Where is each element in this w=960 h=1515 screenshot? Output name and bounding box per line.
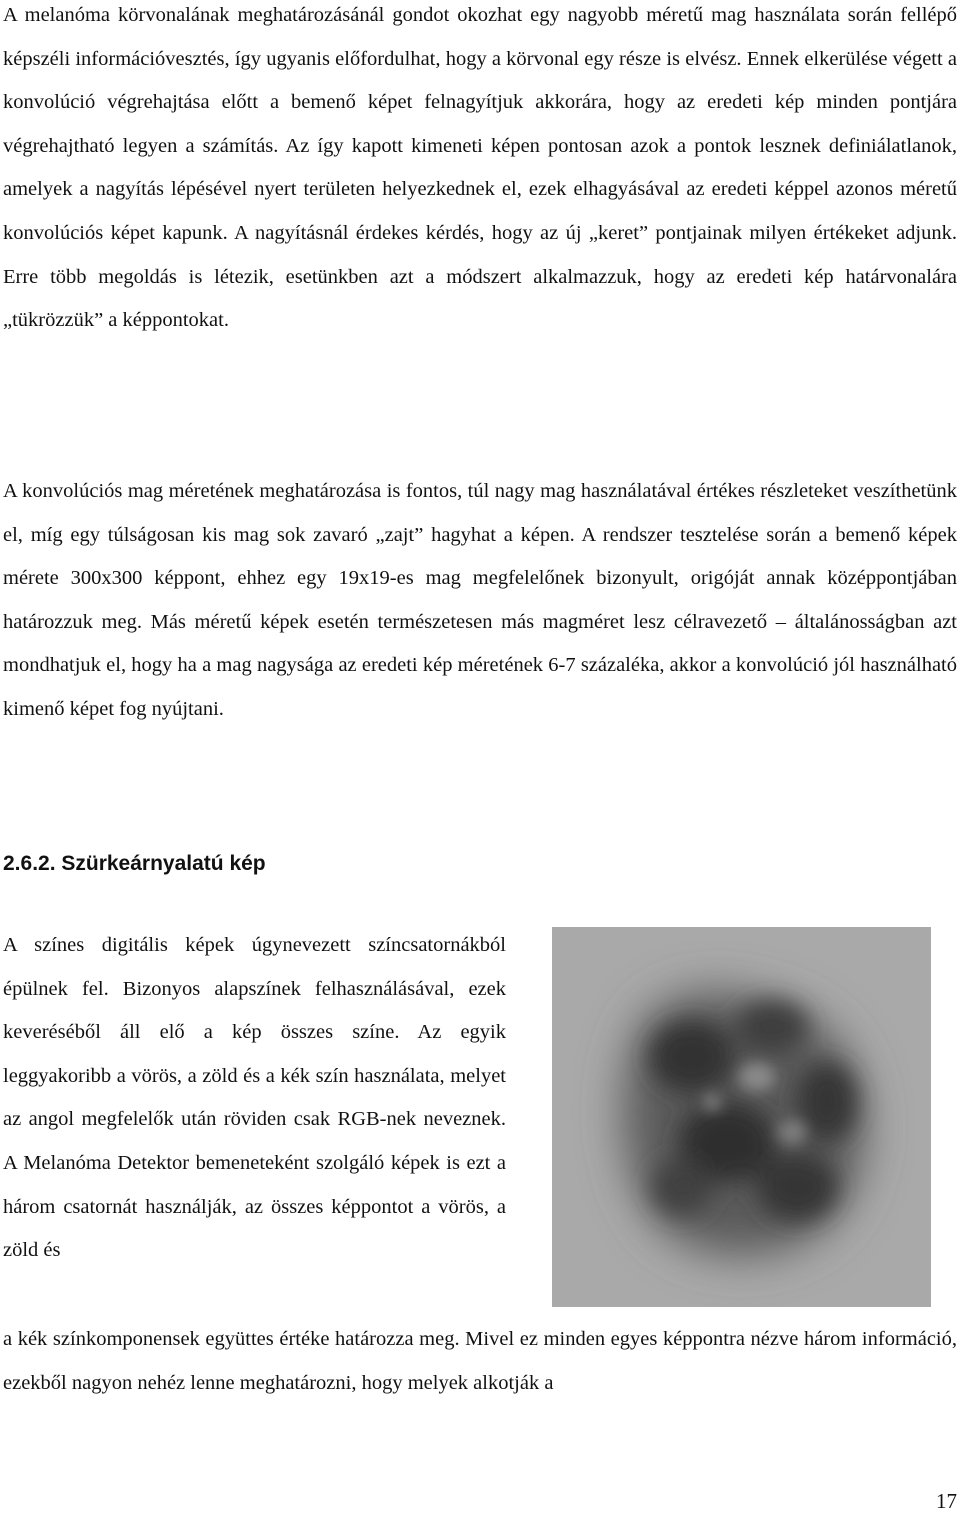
lesion-svg xyxy=(552,927,931,1307)
section-heading: 2.6.2. Szürkeárnyalatú kép xyxy=(3,852,266,875)
paragraph-kernel-edge: A melanóma körvonalának meghatározásánál gondot okozhat egy nagyobb méretű mag használata során fellépő képszéli információvesztés, így ugyanis előfordulhat, hogy a körvonal egy része is elvész. Ennek elkerülése végett a konvolúció végrehajtása előtt a bemenő képet felnagyítjuk akkorára, hogy az eredeti kép minden pontjára végrehajtható legyen a számítás. Az így kapott kimeneti képen pontosan azok a pontok lesznek definiálatlanok, amelyek a nagyítás lépésével nyert területen helyezkednek el, ezek elhagyásával az eredeti képpel azonos méretű konvolúciós képet kapunk. A nagyításnál érdekes kérdés, hogy az új „keret” pontjainak milyen értékeket adjunk. Erre több megoldás is létezik, esetünkben azt a módszert alkalmazzuk, hogy az eredeti kép határvonalára „tükrözzük” a képpontokat. xyxy=(3,4,957,332)
blurred-lesion-image xyxy=(552,927,931,1307)
paragraph-rgb-continued: a kék színkomponensek együttes értéke határozza meg. Mivel ez minden egyes képpontra nézve három információ, ezekből nagyon nehéz lenne meghatározni, hogy melyek alkotják a xyxy=(3,1328,957,1394)
paragraph-grayscale-wrap: A színes digitális képek úgynevezett színcsatornákból épülnek fel. Bizonyos alapszínek felhasználásával, ezek keveréséből áll elő a kép összes színe. Az egyik leggyakoribb a vörös, a zöld és a kék szín használata, melyet az angol megfelelők után röviden csak RGB-nek neveznek. A Melanóma Detektor bemeneteként szolgáló képek is ezt a három csatornát használják, az összes képpontot a vörös, a zöld és xyxy=(3,934,506,1262)
page-number: 17 xyxy=(936,1489,957,1513)
paragraph-kernel-size: A konvolúciós mag méretének meghatározása is fontos, túl nagy mag használatával értékes részleteket veszíthetünk el, míg egy túlságosan kis mag sok zavaró „zajt” hagyhat a képen. A rendszer tesztelése során a bemenő képek mérete 300x300 képpont, ehhez egy 19x19-es mag megfelelőnek bizonyult, origóját annak középpontjában határozzuk meg. Más méretű képek esetén természetesen más magméret lesz célravezető – általánosságban azt mondhatjuk el, hogy ha a mag nagysága az eredeti kép méretének 6-7 százaléka, akkor a konvolúció jól használható kimenő képet fog nyújtani. xyxy=(3,480,957,720)
